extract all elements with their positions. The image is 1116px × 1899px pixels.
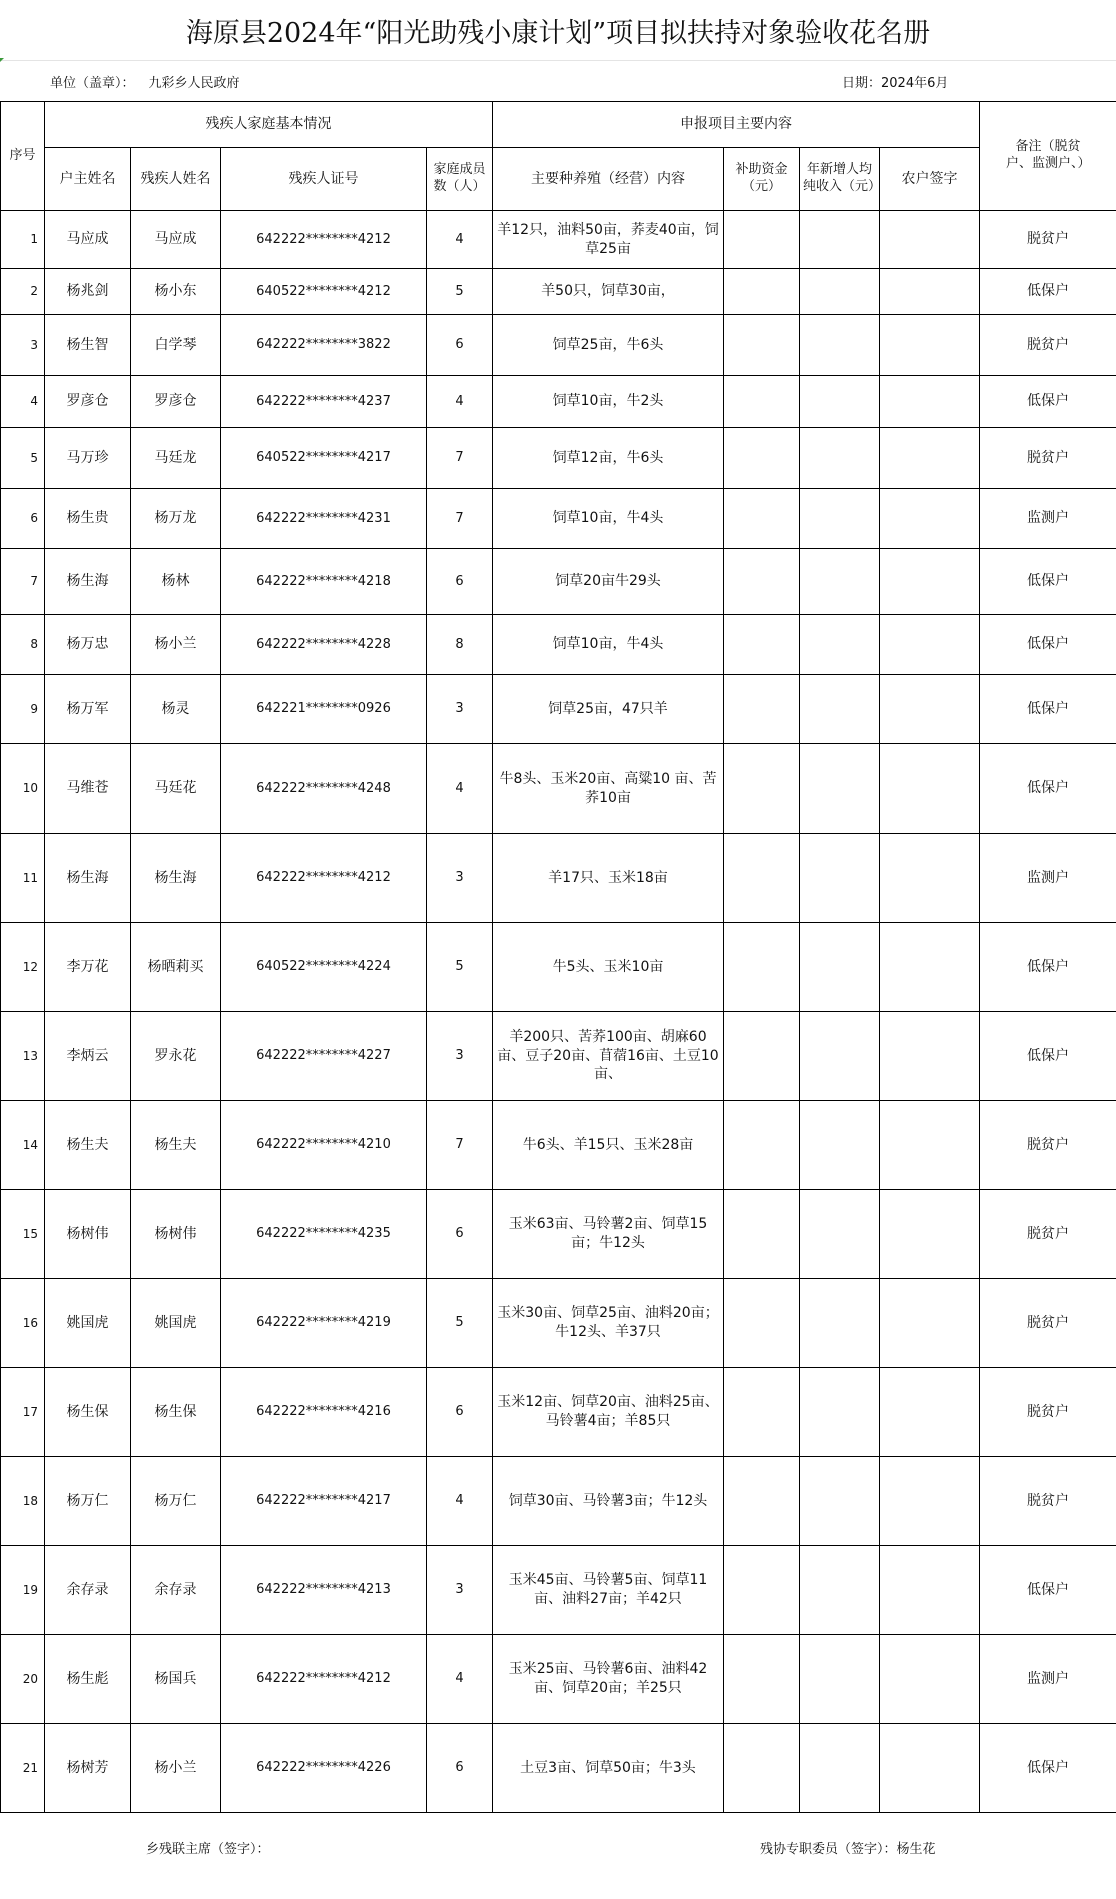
cell-family-size: 4 xyxy=(427,376,493,428)
cell-signature xyxy=(880,1279,980,1368)
header-seq: 序号 xyxy=(1,102,45,211)
cell-subsidy xyxy=(724,1190,800,1279)
cell-disabled-name: 姚国虎 xyxy=(131,1279,221,1368)
cell-signature xyxy=(880,211,980,269)
cell-id-no: 642222********4210 xyxy=(221,1101,427,1190)
cell-income xyxy=(800,834,880,923)
cell-signature xyxy=(880,615,980,675)
cell-householder: 马维苍 xyxy=(45,744,131,834)
cell-main-content: 饲草25亩，47只羊 xyxy=(493,675,724,744)
cell-main-content: 饲草12亩，牛6头 xyxy=(493,428,724,489)
cell-income xyxy=(800,376,880,428)
cell-signature xyxy=(880,428,980,489)
table-row xyxy=(1,269,1116,315)
cell-remark: 低保户 xyxy=(980,675,1116,744)
cell-remark: 低保户 xyxy=(980,1724,1116,1813)
cell-family-size: 6 xyxy=(427,1368,493,1457)
table-row xyxy=(1,615,1116,675)
cell-disabled-name: 杨生保 xyxy=(131,1368,221,1457)
cell-remark: 脱贫户 xyxy=(980,428,1116,489)
cell-signature xyxy=(880,1101,980,1190)
cell-subsidy xyxy=(724,376,800,428)
cell-subsidy xyxy=(724,675,800,744)
table-row xyxy=(1,1012,1116,1101)
cell-subsidy xyxy=(724,1279,800,1368)
cell-family-size: 7 xyxy=(427,489,493,549)
unit-value: 九彩乡人民政府 xyxy=(148,75,240,91)
cell-remark: 低保户 xyxy=(980,269,1116,315)
cell-family-size: 3 xyxy=(427,834,493,923)
cell-income xyxy=(800,1457,880,1546)
cell-subsidy xyxy=(724,923,800,1012)
cell-subsidy xyxy=(724,834,800,923)
table-row xyxy=(1,834,1116,923)
cell-remark: 低保户 xyxy=(980,1012,1116,1101)
cell-seq: 5 xyxy=(1,428,45,489)
header-householder: 户主姓名 xyxy=(45,148,131,211)
cell-id-no: 642222********4248 xyxy=(221,744,427,834)
cell-id-no: 642222********4226 xyxy=(221,1724,427,1813)
cell-householder: 杨万忠 xyxy=(45,615,131,675)
table-row xyxy=(1,923,1116,1012)
cell-main-content: 羊12只，油料50亩，荞麦40亩，饲草25亩 xyxy=(493,211,724,269)
cell-seq: 2 xyxy=(1,269,45,315)
cell-remark: 监测户 xyxy=(980,1635,1116,1724)
cell-seq: 12 xyxy=(1,923,45,1012)
cell-remark: 脱贫户 xyxy=(980,1368,1116,1457)
table-row xyxy=(1,1279,1116,1368)
cell-family-size: 7 xyxy=(427,428,493,489)
header-group-basic: 残疾人家庭基本情况 xyxy=(45,102,493,148)
cell-signature xyxy=(880,834,980,923)
cell-seq: 7 xyxy=(1,549,45,615)
unit-line xyxy=(50,60,240,102)
cell-id-no: 642222********4212 xyxy=(221,1635,427,1724)
cell-income xyxy=(800,615,880,675)
cell-seq: 8 xyxy=(1,615,45,675)
header-family-size: 家庭成员数（人） xyxy=(427,148,493,211)
cell-subsidy xyxy=(724,315,800,376)
cell-id-no: 642222********4217 xyxy=(221,1457,427,1546)
cell-remark: 低保户 xyxy=(980,744,1116,834)
cell-family-size: 4 xyxy=(427,1635,493,1724)
header-group-project: 申报项目主要内容 xyxy=(493,102,980,148)
cell-signature xyxy=(880,1635,980,1724)
cell-disabled-name: 杨小兰 xyxy=(131,1724,221,1813)
cell-remark: 脱贫户 xyxy=(980,1190,1116,1279)
cell-main-content: 玉米30亩、饲草25亩、油料20亩；牛12头、羊37只 xyxy=(493,1279,724,1368)
committee-value: 杨生花 xyxy=(896,1842,936,1857)
cell-subsidy xyxy=(724,211,800,269)
cell-subsidy xyxy=(724,1546,800,1635)
cell-remark: 低保户 xyxy=(980,549,1116,615)
cell-householder: 杨万仁 xyxy=(45,1457,131,1546)
cell-signature xyxy=(880,1457,980,1546)
cell-main-content: 玉米12亩、饲草20亩、油料25亩、马铃薯4亩；羊85只 xyxy=(493,1368,724,1457)
unit-label: 单位（盖章）： xyxy=(50,75,135,91)
cell-householder: 李万花 xyxy=(45,923,131,1012)
cell-subsidy xyxy=(724,1101,800,1190)
cell-id-no: 640522********4212 xyxy=(221,269,427,315)
cell-id-no: 642222********3822 xyxy=(221,315,427,376)
cell-subsidy xyxy=(724,428,800,489)
committee-signature-line xyxy=(760,1838,936,1857)
cell-income xyxy=(800,1279,880,1368)
cell-id-no: 642222********4227 xyxy=(221,1012,427,1101)
roster-table xyxy=(0,101,1116,1813)
cell-disabled-name: 马廷花 xyxy=(131,744,221,834)
cell-disabled-name: 杨生海 xyxy=(131,834,221,923)
table-row xyxy=(1,489,1116,549)
cell-family-size: 3 xyxy=(427,1012,493,1101)
header-remark: 备注（脱贫户、监测户、） xyxy=(980,102,1116,211)
cell-signature xyxy=(880,269,980,315)
cell-disabled-name: 杨晒莉买 xyxy=(131,923,221,1012)
cell-disabled-name: 杨万仁 xyxy=(131,1457,221,1546)
cell-id-no: 642222********4231 xyxy=(221,489,427,549)
cell-subsidy xyxy=(724,269,800,315)
cell-family-size: 7 xyxy=(427,1101,493,1190)
cell-id-no: 642222********4228 xyxy=(221,615,427,675)
cell-id-no: 640522********4217 xyxy=(221,428,427,489)
cell-disabled-name: 杨国兵 xyxy=(131,1635,221,1724)
cell-income xyxy=(800,923,880,1012)
cell-main-content: 土豆3亩、饲草50亩；牛3头 xyxy=(493,1724,724,1813)
cell-seq: 19 xyxy=(1,1546,45,1635)
cell-remark: 低保户 xyxy=(980,615,1116,675)
cell-subsidy xyxy=(724,1724,800,1813)
table-row xyxy=(1,1190,1116,1279)
header-main-content: 主要种养殖（经营）内容 xyxy=(493,148,724,211)
table-row xyxy=(1,1635,1116,1724)
cell-signature xyxy=(880,489,980,549)
cell-id-no: 642222********4219 xyxy=(221,1279,427,1368)
cell-id-no: 642222********4218 xyxy=(221,549,427,615)
table-row xyxy=(1,675,1116,744)
table-row xyxy=(1,1724,1116,1813)
cell-seq: 9 xyxy=(1,675,45,744)
cell-householder: 杨生智 xyxy=(45,315,131,376)
cell-householder: 杨生保 xyxy=(45,1368,131,1457)
cell-seq: 18 xyxy=(1,1457,45,1546)
cell-seq: 13 xyxy=(1,1012,45,1101)
cell-seq: 10 xyxy=(1,744,45,834)
cell-income xyxy=(800,1101,880,1190)
cell-householder: 余存录 xyxy=(45,1546,131,1635)
cell-subsidy xyxy=(724,1635,800,1724)
cell-id-no: 642222********4213 xyxy=(221,1546,427,1635)
cell-subsidy xyxy=(724,1012,800,1101)
cell-seq: 1 xyxy=(1,211,45,269)
cell-disabled-name: 罗彦仓 xyxy=(131,376,221,428)
cell-income xyxy=(800,1546,880,1635)
cell-family-size: 3 xyxy=(427,675,493,744)
cell-disabled-name: 杨小东 xyxy=(131,269,221,315)
header-subsidy: 补助资金（元） xyxy=(724,148,800,211)
cell-main-content: 饲草10亩，牛4头 xyxy=(493,489,724,549)
cell-income xyxy=(800,211,880,269)
cell-main-content: 羊200只、苦荞100亩、胡麻60亩、豆子20亩、苜蓿16亩、土豆10亩、 xyxy=(493,1012,724,1101)
cell-remark: 监测户 xyxy=(980,489,1116,549)
table-row xyxy=(1,1101,1116,1190)
cell-remark: 低保户 xyxy=(980,923,1116,1012)
cell-income xyxy=(800,1635,880,1724)
cell-signature xyxy=(880,549,980,615)
cell-family-size: 6 xyxy=(427,549,493,615)
date-label: 日期： xyxy=(842,75,882,91)
cell-income xyxy=(800,675,880,744)
cell-id-no: 642221********0926 xyxy=(221,675,427,744)
cell-corner-marker xyxy=(0,58,4,62)
table-row xyxy=(1,549,1116,615)
cell-main-content: 饲草20亩牛29头 xyxy=(493,549,724,615)
cell-id-no: 642222********4212 xyxy=(221,834,427,923)
cell-main-content: 饲草30亩、马铃薯3亩；牛12头 xyxy=(493,1457,724,1546)
table-row xyxy=(1,744,1116,834)
cell-income xyxy=(800,549,880,615)
cell-householder: 杨生海 xyxy=(45,834,131,923)
cell-family-size: 4 xyxy=(427,211,493,269)
cell-income xyxy=(800,315,880,376)
cell-disabled-name: 白学琴 xyxy=(131,315,221,376)
cell-householder: 杨树伟 xyxy=(45,1190,131,1279)
cell-seq: 3 xyxy=(1,315,45,376)
cell-seq: 15 xyxy=(1,1190,45,1279)
cell-remark: 低保户 xyxy=(980,1546,1116,1635)
committee-label: 残协专职委员（签字）： xyxy=(760,1842,897,1857)
cell-disabled-name: 马廷龙 xyxy=(131,428,221,489)
cell-income xyxy=(800,1724,880,1813)
cell-signature xyxy=(880,1546,980,1635)
cell-disabled-name: 杨小兰 xyxy=(131,615,221,675)
table-row xyxy=(1,1368,1116,1457)
cell-signature xyxy=(880,1190,980,1279)
date-value: 2024年6月 xyxy=(881,75,949,91)
cell-signature xyxy=(880,675,980,744)
chair-label: 乡残联主席（签字）： xyxy=(146,1842,270,1857)
cell-disabled-name: 罗永花 xyxy=(131,1012,221,1101)
cell-family-size: 8 xyxy=(427,615,493,675)
cell-signature xyxy=(880,1368,980,1457)
cell-householder: 马万珍 xyxy=(45,428,131,489)
cell-family-size: 6 xyxy=(427,315,493,376)
cell-disabled-name: 马应成 xyxy=(131,211,221,269)
cell-main-content: 饲草10亩，牛4头 xyxy=(493,615,724,675)
cell-remark: 脱贫户 xyxy=(980,1457,1116,1546)
cell-seq: 4 xyxy=(1,376,45,428)
cell-id-no: 642222********4216 xyxy=(221,1368,427,1457)
cell-income xyxy=(800,489,880,549)
table-row xyxy=(1,211,1116,269)
cell-main-content: 牛5头、玉米10亩 xyxy=(493,923,724,1012)
cell-subsidy xyxy=(724,615,800,675)
cell-family-size: 4 xyxy=(427,744,493,834)
cell-disabled-name: 杨万龙 xyxy=(131,489,221,549)
cell-family-size: 5 xyxy=(427,1279,493,1368)
cell-income xyxy=(800,1190,880,1279)
cell-remark: 脱贫户 xyxy=(980,1279,1116,1368)
cell-householder: 杨生海 xyxy=(45,549,131,615)
table-row xyxy=(1,1546,1116,1635)
cell-householder: 杨生彪 xyxy=(45,1635,131,1724)
chair-signature-line xyxy=(146,1838,270,1857)
cell-remark: 脱贫户 xyxy=(980,211,1116,269)
cell-remark: 监测户 xyxy=(980,834,1116,923)
cell-id-no: 640522********4224 xyxy=(221,923,427,1012)
cell-main-content: 牛6头、羊15只、玉米28亩 xyxy=(493,1101,724,1190)
cell-householder: 杨生夫 xyxy=(45,1101,131,1190)
cell-seq: 21 xyxy=(1,1724,45,1813)
cell-signature xyxy=(880,1724,980,1813)
cell-signature xyxy=(880,1012,980,1101)
cell-income xyxy=(800,1368,880,1457)
document-title: 海原县2024年“阳光助残小康计划”项目拟扶持对象验收花名册 xyxy=(0,0,1116,61)
cell-main-content: 羊50只，饲草30亩， xyxy=(493,269,724,315)
cell-family-size: 4 xyxy=(427,1457,493,1546)
table-row xyxy=(1,315,1116,376)
cell-subsidy xyxy=(724,1368,800,1457)
cell-remark: 脱贫户 xyxy=(980,1101,1116,1190)
cell-householder: 姚国虎 xyxy=(45,1279,131,1368)
cell-family-size: 6 xyxy=(427,1724,493,1813)
cell-id-no: 642222********4237 xyxy=(221,376,427,428)
cell-seq: 20 xyxy=(1,1635,45,1724)
cell-family-size: 6 xyxy=(427,1190,493,1279)
cell-family-size: 5 xyxy=(427,923,493,1012)
cell-main-content: 玉米63亩、马铃薯2亩、饲草15亩；牛12头 xyxy=(493,1190,724,1279)
cell-householder: 杨兆剑 xyxy=(45,269,131,315)
cell-disabled-name: 杨林 xyxy=(131,549,221,615)
cell-seq: 11 xyxy=(1,834,45,923)
cell-seq: 6 xyxy=(1,489,45,549)
cell-seq: 14 xyxy=(1,1101,45,1190)
cell-main-content: 玉米25亩、马铃薯6亩、油料42亩、饲草20亩；羊25只 xyxy=(493,1635,724,1724)
cell-subsidy xyxy=(724,549,800,615)
cell-subsidy xyxy=(724,1457,800,1546)
cell-subsidy xyxy=(724,489,800,549)
cell-disabled-name: 余存录 xyxy=(131,1546,221,1635)
cell-signature xyxy=(880,376,980,428)
cell-householder: 杨生贵 xyxy=(45,489,131,549)
cell-householder: 李炳云 xyxy=(45,1012,131,1101)
header-income: 年新增人均纯收入（元） xyxy=(800,148,880,211)
cell-seq: 17 xyxy=(1,1368,45,1457)
cell-householder: 罗彦仓 xyxy=(45,376,131,428)
cell-remark: 脱贫户 xyxy=(980,315,1116,376)
cell-income xyxy=(800,428,880,489)
cell-householder: 马应成 xyxy=(45,211,131,269)
cell-id-no: 642222********4235 xyxy=(221,1190,427,1279)
cell-signature xyxy=(880,315,980,376)
cell-main-content: 玉米45亩、马铃薯5亩、饲草11亩、油料27亩；羊42只 xyxy=(493,1546,724,1635)
cell-id-no: 642222********4212 xyxy=(221,211,427,269)
header-disabled-name: 残疾人姓名 xyxy=(131,148,221,211)
cell-income xyxy=(800,744,880,834)
cell-signature xyxy=(880,923,980,1012)
cell-main-content: 饲草10亩，牛2头 xyxy=(493,376,724,428)
date-line xyxy=(842,60,948,102)
cell-main-content: 羊17只、玉米18亩 xyxy=(493,834,724,923)
cell-income xyxy=(800,1012,880,1101)
cell-main-content: 饲草25亩，牛6头 xyxy=(493,315,724,376)
cell-subsidy xyxy=(724,744,800,834)
header-id-no: 残疾人证号 xyxy=(221,148,427,211)
cell-seq: 16 xyxy=(1,1279,45,1368)
cell-householder: 杨树芳 xyxy=(45,1724,131,1813)
cell-family-size: 5 xyxy=(427,269,493,315)
table-row xyxy=(1,376,1116,428)
cell-disabled-name: 杨树伟 xyxy=(131,1190,221,1279)
cell-disabled-name: 杨灵 xyxy=(131,675,221,744)
cell-main-content: 牛8头、玉米20亩、高粱10 亩、苦荞10亩 xyxy=(493,744,724,834)
cell-disabled-name: 杨生夫 xyxy=(131,1101,221,1190)
cell-remark: 低保户 xyxy=(980,376,1116,428)
cell-income xyxy=(800,269,880,315)
table-row xyxy=(1,428,1116,489)
header-signature: 农户签字 xyxy=(880,148,980,211)
cell-family-size: 3 xyxy=(427,1546,493,1635)
cell-signature xyxy=(880,744,980,834)
table-row xyxy=(1,1457,1116,1546)
cell-householder: 杨万军 xyxy=(45,675,131,744)
